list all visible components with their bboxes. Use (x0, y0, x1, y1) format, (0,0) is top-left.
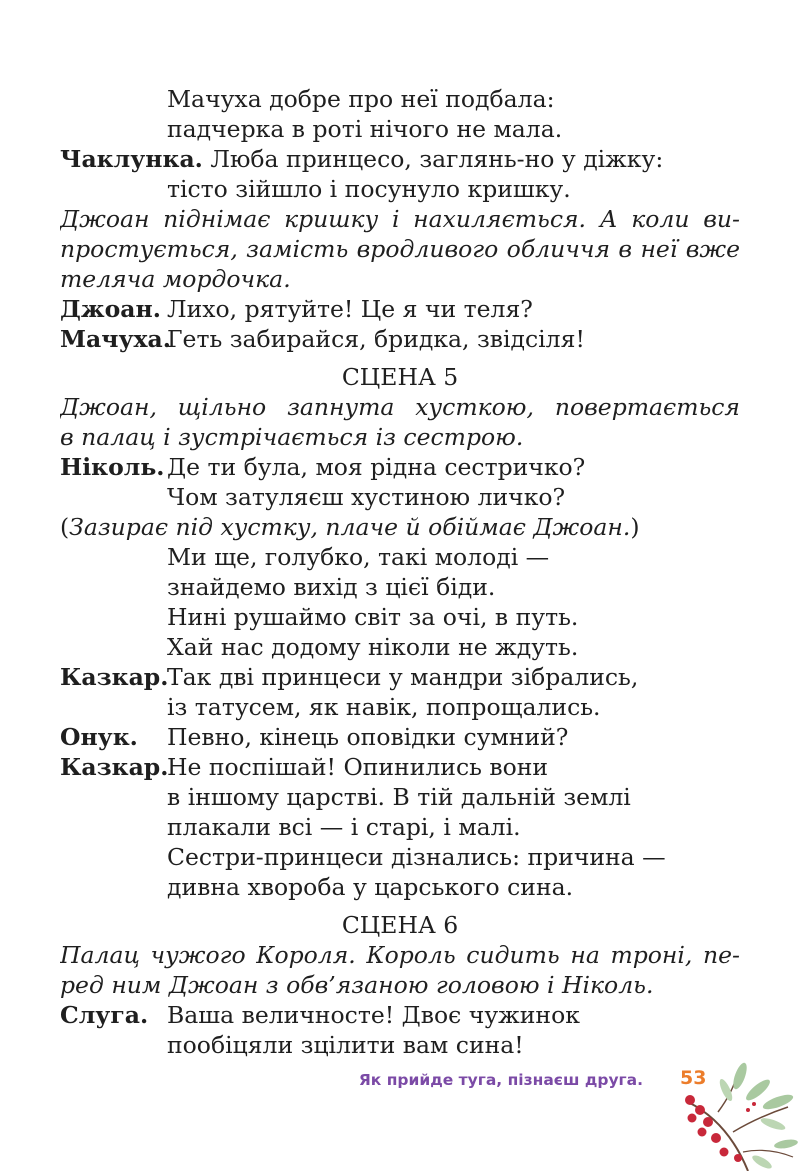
dialogue-line (60, 662, 740, 692)
verse-line: Нині рушаймо світ за очі, в путь. (167, 603, 579, 631)
dialogue-text: Де ти була, моя рідна сестричко? (167, 453, 586, 481)
paren-open: ( (60, 513, 70, 541)
speaker-name: Мачуха. (60, 325, 171, 353)
stage-direction-line: простується, замість вродливого обличчя в неї вже (60, 235, 740, 263)
speaker-name: Казкар. (60, 753, 169, 781)
berry-branch-icon (678, 1062, 800, 1171)
verse-line: пообіцяли зцілити вам сина! (167, 1031, 524, 1059)
verse-line: Хай нас додому ніколи не ждуть. (167, 633, 579, 661)
speaker-name: Казкар. (60, 663, 169, 691)
stage-direction-line (60, 512, 740, 542)
dialogue-text: Геть забирайся, бридка, звідсіля! (167, 325, 585, 353)
verse-line: знайдемо вихід з цієї біди. (167, 573, 496, 601)
speaker-name: Чаклунка. (60, 145, 203, 173)
dialogue-text: Ваша величносте! Двоє чужинок (167, 1001, 580, 1029)
stage-direction-line: ред ним Джоан з обв’язаною головою і Ніколь. (60, 971, 654, 999)
stage-direction-line: Палац чужого Короля. Король сидить на троні, пе- (60, 941, 740, 969)
dialogue-text: Так дві принцеси у мандри зібрались, (167, 663, 639, 691)
dialogue-line (60, 722, 740, 752)
dialogue-text: Люба принцесо, заглянь-но у діжку: (202, 145, 664, 173)
scene-heading: СЦЕНА 5 (341, 363, 459, 391)
dialogue-line (60, 294, 740, 324)
dialogue-line (60, 324, 740, 354)
footer-proverb: Як прийде туга, пізнаєш друга. (358, 1071, 643, 1089)
speaker-name: Слуга. (60, 1001, 149, 1029)
stage-direction-line: Джоан, щільно запнута хусткою, повертається (60, 393, 740, 421)
dialogue-line (60, 144, 740, 174)
stage-direction-line: теляча мордочка. (60, 265, 291, 293)
stage-direction-line: в палац і зустрічається із сестрою. (60, 423, 524, 451)
verse-line: плакали всі — і старі, і малі. (167, 813, 521, 841)
dialogue-text: Певно, кінець оповідки сумний? (167, 723, 569, 751)
stage-direction-line: Джоан піднімає кришку і нахиляється. А коли ви- (60, 205, 740, 233)
dialogue-text: Не поспішай! Опинились вони (167, 753, 549, 781)
speaker-name: Онук. (60, 723, 138, 751)
verse-line: дивна хвороба у царського сина. (167, 873, 574, 901)
dialogue-text: Лихо, рятуйте! Це я чи теля? (167, 295, 533, 323)
verse-line: падчерка в роті нічого не мала. (167, 115, 563, 143)
page-number: 53 (680, 1067, 707, 1089)
verse-line: із татусем, як навік, попрощались. (167, 693, 601, 721)
verse-line: Мачуха добре про неї подбала: (167, 85, 555, 113)
paren-close: ) (630, 513, 640, 541)
speaker-name: Джоан. (60, 295, 161, 323)
verse-line: Ми ще, голубко, такі молоді — (167, 543, 550, 571)
scene-heading: СЦЕНА 6 (341, 911, 459, 939)
dialogue-line (60, 1000, 740, 1030)
dialogue-line (60, 752, 740, 782)
verse-line: Чом затуляєш хустиною личко? (167, 483, 566, 511)
verse-line: тісто зійшло і посунуло кришку. (167, 175, 571, 203)
verse-line: в іншому царстві. В тій дальній землі (167, 783, 631, 811)
dialogue-line (60, 452, 740, 482)
stage-direction-text: Зазирає під хустку, плаче й обіймає Джоан. (69, 513, 631, 541)
verse-line: Сестри-принцеси дізнались: причина — (167, 843, 666, 871)
speaker-name: Ніколь. (60, 453, 165, 481)
